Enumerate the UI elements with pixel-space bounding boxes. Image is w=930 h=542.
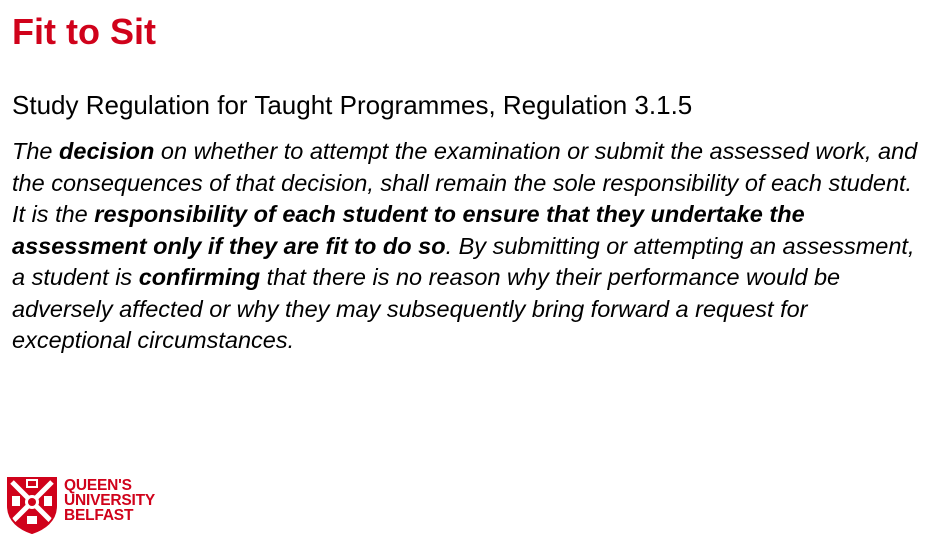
logo-line-3: BELFAST — [64, 507, 134, 524]
logo-line-1: QUEEN'S — [64, 477, 132, 494]
quote-emphasis-responsibility: responsibility of each student to ensure that they undertake the assessment only if they are fit to do so — [12, 201, 805, 259]
logo-line-2: UNIVERSITY — [64, 492, 156, 509]
regulation-subtitle: Study Regulation for Taught Programmes, Regulation 3.1.5 — [12, 90, 693, 120]
page-title: Fit to Sit — [12, 11, 156, 52]
quote-segment: . By submitting or attempting an assessment, a student is — [12, 232, 915, 290]
university-crest-icon — [6, 476, 58, 534]
university-logo — [6, 476, 206, 534]
quote-emphasis-confirming: confirming — [138, 264, 261, 290]
quote-segment: The — [12, 138, 60, 164]
quote-emphasis-decision: decision — [59, 138, 155, 164]
quote-segment: that there is no reason why their performance would be adversely affected or why they may subsequently bring forward a request for exceptional circumstances. — [12, 264, 841, 353]
regulation-quote — [12, 136, 922, 357]
quote-segment: on whether to attempt the examination or submit the assessed work, and the consequences of that decision, shall remain the sole responsibility of each student. It is the — [12, 138, 918, 227]
